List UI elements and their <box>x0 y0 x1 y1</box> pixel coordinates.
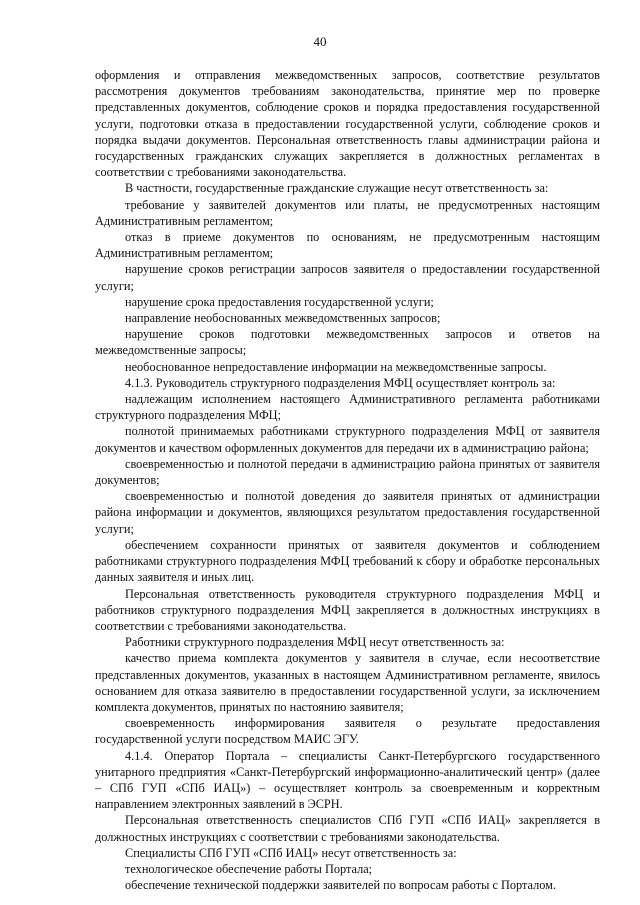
paragraph: своевременностью и полнотой доведения до заявителя принятых от администрации района информации и документов, являющихся результатом предоставления государственной услуги; <box>95 489 600 536</box>
paragraph: необоснованное непредоставление информации на межведомственные запросы. <box>125 359 547 374</box>
paragraph: нарушение сроков подготовки межведомственных запросов и ответов на межведомственные запросы; <box>95 327 600 358</box>
paragraph: технологическое обеспечение работы Портала; <box>125 861 373 876</box>
paragraph: надлежащим исполнением настоящего Административного регламента работниками структурного подразделения МФЦ; <box>95 392 600 423</box>
paragraph: В частности, государственные гражданские служащие несут ответственность за: <box>125 181 549 196</box>
paragraph: обеспечение технической поддержки заявителей по вопросам работы с Порталом. <box>125 878 557 893</box>
paragraph: 4.1.4. Оператор Портала – специалисты Санкт-Петербургского государственного унитарного предприятия «Санкт-Петербургский информационно-аналитический центр» (далее – СПб ГУП «СПб ИАЦ») – осуществляет контроль за своевременным и корректным направлением электронных заявлений в ЭСРН. <box>95 748 600 812</box>
paragraph: полнотой принимаемых работниками структурного подразделения МФЦ от заявителя документов и качеством оформленных документов для передачи их в администрацию района; <box>95 424 600 455</box>
paragraph: требование у заявителей документов или платы, не предусмотренных настоящим Административным регламентом; <box>95 197 600 228</box>
paragraph: Персональная ответственность специалистов СПб ГУП «СПб ИАЦ» закрепляется в должностных инструкциях с соответствии с требованиями законодательства. <box>95 813 600 844</box>
document-body <box>95 67 600 893</box>
paragraph: отказ в приеме документов по основаниям, не предусмотренным настоящим Административным регламентом; <box>95 230 600 261</box>
paragraph: Специалисты СПб ГУП «СПб ИАЦ» несут ответственность за: <box>125 845 457 860</box>
paragraph: своевременностью и полнотой передачи в администрацию района принятых от заявителя документов; <box>95 456 600 488</box>
paragraph: обеспечением сохранности принятых от заявителя документов и соблюдением работниками структурного подразделения МФЦ требований к сбору и обработке персональных данных заявителя и иных лиц. <box>95 537 600 585</box>
paragraph: качество приема комплекта документов у заявителя в случае, если несоответствие представленных документов, указанных в настоящем Административном регламенте, явилось основанием для отказа заявителю в предоставлении государственной услуги, за исключением комплекта документов, принятых по настоянию заявителя; <box>95 651 600 714</box>
paragraph: направление необоснованных межведомственных запросов; <box>125 311 441 326</box>
paragraph: оформления и отправления межведомственных запросов, соответствие результатов рассмотрения документов требованиям законодательства, принятие мер по проверке представленных документов, соблюдение сроков и порядка предоставления государственной услуги, подготовки отказа в предоставлении государственной услуги, соблюдение сроков и порядка выдачи документов. Персональная ответственность главы администрации района и государственных гражданских служащих закрепляется в должностных регламентах в соответствии с требованиями законодательства. <box>95 68 600 180</box>
paragraph: нарушение сроков регистрации запросов заявителя о предоставлении государственной услуги; <box>95 262 600 293</box>
page-number: 40 <box>313 34 327 49</box>
paragraph: Персональная ответственность руководителя структурного подразделения МФЦ и работников структурного подразделения МФЦ закрепляется в должностных инструкциях в соответствии с требованиями законодательства. <box>95 586 600 633</box>
paragraph: Работники структурного подразделения МФЦ несут ответственность за: <box>125 635 505 650</box>
paragraph: нарушение срока предоставления государственной услуги; <box>125 294 434 309</box>
paragraph: своевременность информирования заявителя о результате предоставления государственной услуги посредством МАИС ЭГУ. <box>95 716 600 747</box>
paragraph: 4.1.3. Руководитель структурного подразделения МФЦ осуществляет контроль за: <box>125 375 556 390</box>
